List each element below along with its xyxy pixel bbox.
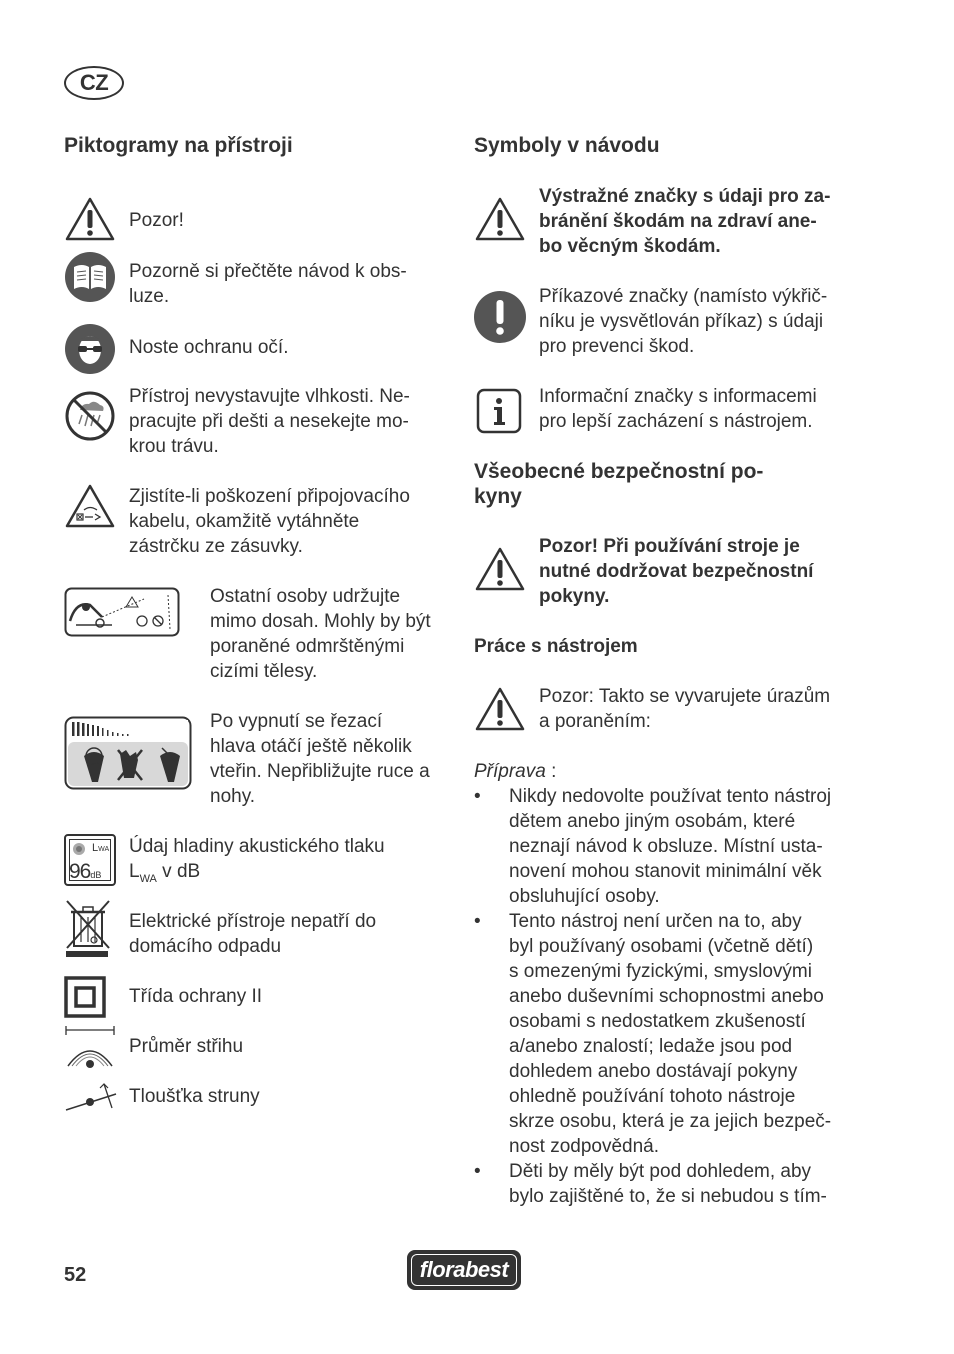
- language-code: CZ: [79, 70, 109, 95]
- left-section-title: Piktogramy na přístroji: [64, 134, 293, 157]
- bullet-marker: •: [474, 786, 481, 807]
- symbol-text-warning: Výstražné značky s údaji pro za- bránění škodám na zdraví ane- bo věcným škodám.: [539, 186, 831, 257]
- preparation-label: Příprava :: [474, 761, 557, 782]
- sound-level-value: 96dB: [69, 860, 102, 883]
- weee-bin-icon: [64, 898, 112, 960]
- warning-triangle-icon: [474, 546, 526, 592]
- symbol-text-info: Informační značky s informacemi pro lepší zacházení s nástrojem.: [539, 386, 817, 432]
- speaker-icon: [72, 842, 86, 856]
- rotating-head-icon: [64, 716, 192, 790]
- command-circle-icon: [473, 290, 527, 344]
- warning-triangle-icon: [474, 196, 526, 242]
- unplug-warning-icon: [64, 483, 116, 529]
- bullet-item-3: Děti by měly být pod dohledem, aby bylo zajištěné to, že si nebudou s tím-: [509, 1161, 827, 1207]
- bullet-item-2: Tento nástroj není určen na to, aby byl používaný osobami (včetně dětí) s omezenými fyzickými, smyslovými anebo duševními schopnostmi anebo osobami s nedostatkem zkušeností a/anebo znalostí; ledaže jsou pod dohledem anebo dostávají pokyny ohledně používání tohoto nástroje skrze osobu, která je za jejich bezpeč- nost zodpovědná.: [509, 911, 832, 1157]
- work-warning-text: Pozor: Takto se vyvarujete úrazům a poraněním:: [539, 686, 831, 732]
- work-section-title: Práce s nástrojem: [474, 636, 638, 657]
- info-icon: [476, 388, 522, 434]
- pictogram-text-8: Údaj hladiny akustického tlaku $L_{WA}$ v dB: [129, 836, 385, 885]
- symbol-text-command: Příkazové značky (namísto výkřič- níku je vysvětlován příkaz) s údaji pro prevenci škod.: [539, 286, 828, 357]
- language-badge: [64, 66, 124, 100]
- pictogram-text-3: Noste ochranu očí.: [129, 337, 289, 358]
- sound-level-icon: [64, 834, 116, 886]
- pictogram-text-11: Průměr střihu: [129, 1036, 244, 1057]
- warning-triangle-icon: [474, 686, 526, 732]
- keep-distance-icon: [64, 587, 180, 637]
- pictogram-text-7: Po vypnutí se řezací hlava otáčí ještě několik vteřin. Nepřibližujte ruce a nohy.: [210, 711, 430, 807]
- manual-book-icon: [64, 251, 116, 303]
- pictogram-text-12: Tloušťka struny: [129, 1086, 260, 1107]
- warning-triangle-icon: [64, 196, 116, 242]
- page-number: 52: [64, 1264, 87, 1286]
- sound-level-label: LWA: [92, 842, 110, 854]
- safety-warning-text: Pozor! Při používání stroje je nutné dodržovat bezpečnostní pokyny.: [539, 536, 814, 607]
- no-rain-icon: [64, 390, 116, 442]
- bullet-marker: •: [474, 911, 481, 932]
- pictogram-text-5: Zjistíte-li poškození připojovacího kabelu, okamžitě vytáhněte zástrčku ze zásuvky.: [129, 486, 410, 557]
- pictogram-text-1: Pozor!: [129, 210, 184, 231]
- brand-logo: [407, 1250, 521, 1290]
- bullet-marker: •: [474, 1161, 481, 1182]
- pictogram-text-6: Ostatní osoby udržujte mimo dosah. Mohly by být poraněné odmrštěnými cizími tělesy.: [210, 586, 431, 682]
- right-section-title: Symboly v návodu: [474, 134, 660, 157]
- cut-diameter-icon: [64, 1026, 116, 1070]
- pictogram-text-2: Pozorně si přečtěte návod k obs- luze.: [129, 261, 407, 307]
- safety-section-title: Všeobecné bezpečnostní po- kyny: [474, 460, 764, 508]
- pictogram-text-4: Přístroj nevystavujte vlhkosti. Ne- pracujte při dešti a nesekejte mo- krou trávu.: [129, 386, 410, 457]
- brand-logo-text: florabest: [419, 1257, 509, 1282]
- eye-protection-icon: [64, 323, 116, 375]
- pictogram-text-9: Elektrické přístroje nepatří do domácího odpadu: [129, 911, 377, 957]
- line-thickness-icon: [64, 1082, 118, 1114]
- pictogram-text-10: Třída ochrany II: [129, 986, 263, 1007]
- protection-class-ii-icon: [64, 976, 106, 1018]
- bullet-item-1: Nikdy nedovolte používat tento nástroj dětem anebo jiným osobám, které neznají návod k obsluze. Místní usta- novení mohou stanovit minimální věk obsluhující osoby.: [509, 786, 832, 907]
